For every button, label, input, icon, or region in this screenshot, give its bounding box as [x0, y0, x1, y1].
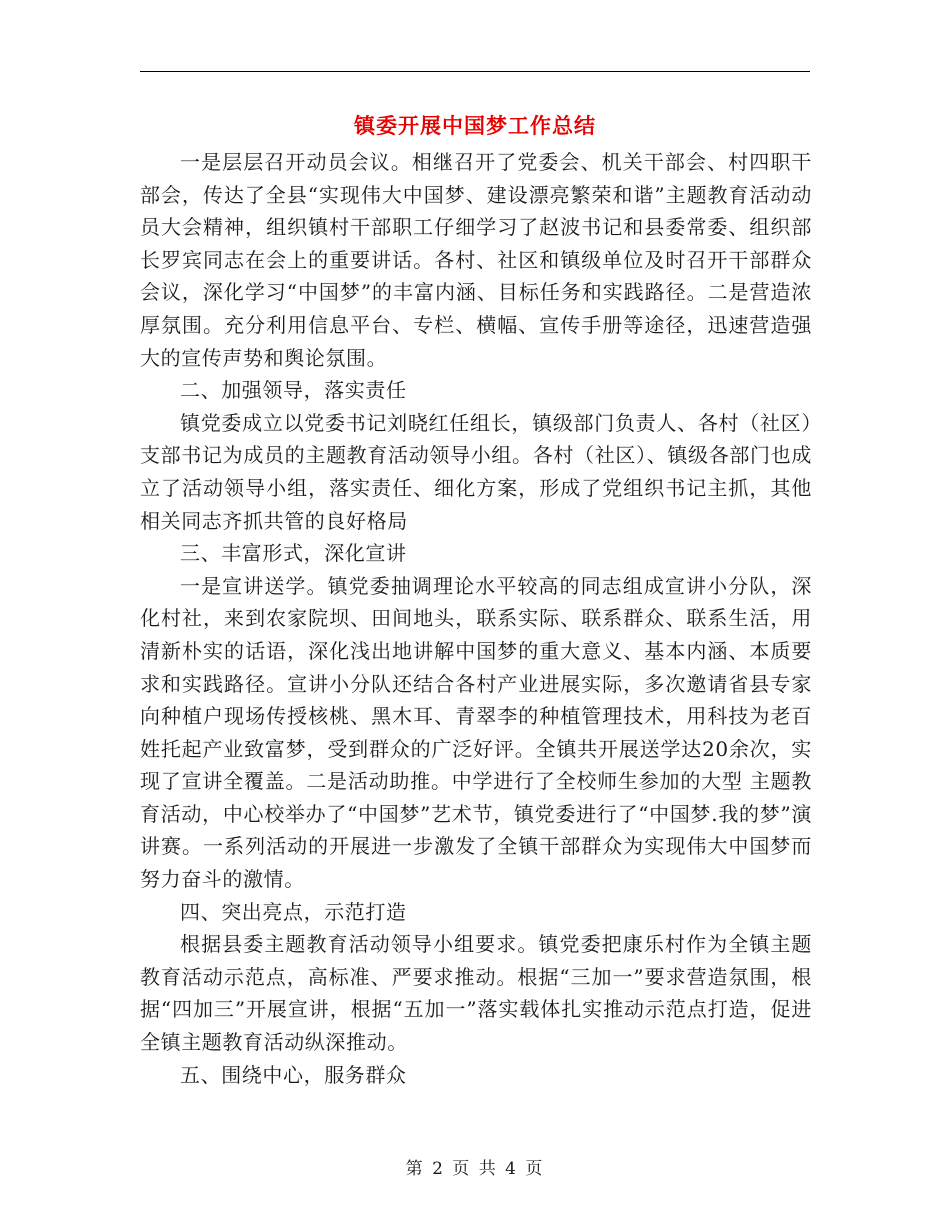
- document-body: [140, 146, 812, 1091]
- paragraph-leadership: 镇党委成立以党委书记刘晓红任组长，镇级部门负责人、各村（社区）支部书记为成员的主题教育活动领导小组。各村（社区）、镇级各部门也成立了活动领导小组，落实责任、细化方案，形成了党组织书记主抓，其他相关同志齐抓共管的良好格局: [140, 410, 812, 533]
- section-heading-demonstration: 四、突出亮点，示范打造: [180, 899, 407, 924]
- section-heading-service: 五、围绕中心，服务群众: [180, 1062, 407, 1087]
- paragraph-demonstration: 根据县委主题教育活动领导小组要求。镇党委把康乐村作为全镇主题教育活动示范点，高标准、严要求推动。根据“三加一”要求营造氛围，根据“四加三”开展宣讲，根据“五加一”落实载体扎实推动示范点打造，促进全镇主题教育活动纵深推动。: [140, 932, 812, 1055]
- paragraph-lectures: 一是宣讲送学。镇党委抽调理论水平较高的同志组成宣讲小分队，深化村社，来到农家院坝、田间地头，联系实际、联系群众、联系生活，用清新朴实的话语，深化浅出地讲解中国梦的重大意义、基本内涵、本质要求和实践路径。宣讲小分队还结合各村产业进展实际，多次邀请省县专家向种植户现场传授核桃、黑木耳、青翠李的种植管理技术，用科技为老百姓托起产业致富梦，受到群众的广泛好评。全镇共开展送学达20余次，实现了宣讲全覆盖。二是活动助推。中学进行了全校师生参加的大型 主题教育活动，中心校举办了“中国梦”艺术节，镇党委进行了“中国梦.我的梦”演讲赛。一系列活动的开展进一步激发了全镇干部群众为实现伟大中国梦而努力奋斗的激情。: [140, 573, 812, 892]
- section-heading-leadership: 二、加强领导，落实责任: [180, 378, 407, 403]
- header-rule: [140, 71, 810, 72]
- page-number-footer: 第 2 页 共 4 页: [405, 1159, 545, 1179]
- page-title: 镇委开展中国梦工作总结: [354, 113, 596, 138]
- paragraph-mobilization: 一是层层召开动员会议。相继召开了党委会、机关干部会、村四职干部会，传达了全县“实现伟大中国梦、建设漂亮繁荣和谐”主题教育活动动员大会精神，组织镇村干部职工仔细学习了赵波书记和县委常委、组织部长罗宾同志在会上的重要讲话。各村、社区和镇级单位及时召开干部群众会议，深化学习“中国梦”的丰富内涵、目标任务和实践路径。二是营造浓厚氛围。充分利用信息平台、专栏、横幅、宣传手册等途径，迅速营造强大的宣传声势和舆论氛围。: [140, 150, 812, 370]
- section-heading-lectures: 三、丰富形式，深化宣讲: [180, 541, 407, 566]
